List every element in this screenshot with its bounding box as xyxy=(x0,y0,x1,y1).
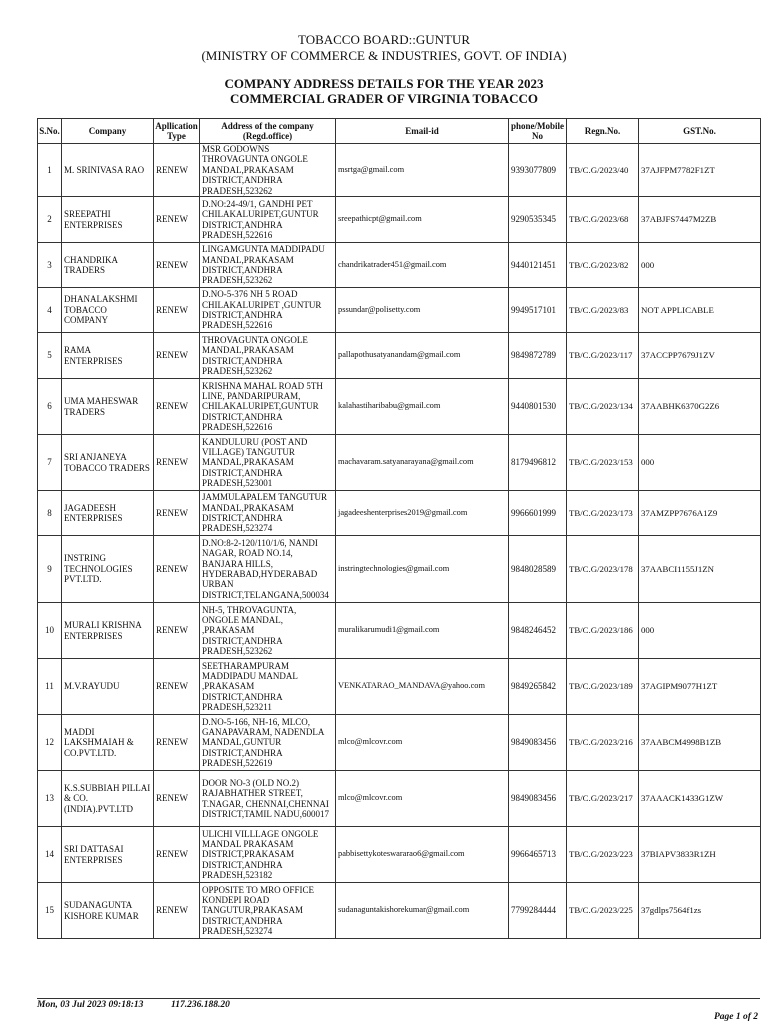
col-header-address: Address of the company (Regd.office) xyxy=(200,119,336,144)
cell-sno: 12 xyxy=(38,715,62,771)
table-row xyxy=(38,435,761,491)
cell-regn: TB/C.G/2023/173 xyxy=(567,491,639,536)
cell-company: MURALI KRISHNA ENTERPRISES xyxy=(62,603,154,659)
board-title: TOBACCO BOARD::GUNTUR xyxy=(297,32,471,47)
cell-regn: TB/C.G/2023/186 xyxy=(567,603,639,659)
cell-type: RENEW xyxy=(154,536,200,603)
cell-email: chandrikatrader451@gmail.com xyxy=(336,243,509,288)
cell-phone: 9440121451 xyxy=(509,243,567,288)
document-title: COMPANY ADDRESS DETAILS FOR THE YEAR 2023 xyxy=(224,76,544,91)
ip-address: 117.236.188.20 xyxy=(171,1000,230,1010)
cell-company: JAGADEESH ENTERPRISES xyxy=(62,491,154,536)
cell-address: KRISHNA MAHAL ROAD 5TH LINE, PANDARIPURAM, CHILAKALURIPET,GUNTUR DISTRICT,ANDHRA PRADESH,522616 xyxy=(200,379,336,435)
cell-email: VENKATARAO_MANDAVA@yahoo.com xyxy=(336,659,509,715)
cell-gst: 37ABJFS7447M2ZB xyxy=(639,197,761,243)
cell-gst: 37AJFPM7782F1ZT xyxy=(639,144,761,197)
cell-company: DHANALAKSHMI TOBACCO COMPANY xyxy=(62,288,154,333)
cell-address: MSR GODOWNS THROVAGUNTA ONGOLE MANDAL,PRAKASAM DISTRICT,ANDHRA PRADESH,523262 xyxy=(200,144,336,197)
cell-address: DOOR NO-3 (OLD NO.2) RAJABHATHER STREET, T.NAGAR, CHENNAI,CHENNAI DISTRICT,TAMIL NADU,600017 xyxy=(200,771,336,827)
cell-type: RENEW xyxy=(154,883,200,939)
cell-regn: TB/C.G/2023/225 xyxy=(567,883,639,939)
cell-type: RENEW xyxy=(154,771,200,827)
table-row xyxy=(38,197,761,243)
cell-email: jagadeeshenterprises2019@gmail.com xyxy=(336,491,509,536)
cell-company: MADDI LAKSHMAIAH & CO.PVT.LTD. xyxy=(62,715,154,771)
ministry-subtitle: (MINISTRY OF COMMERCE & INDUSTRIES, GOVT. OF INDIA) xyxy=(201,48,567,63)
col-header-sno: S.No. xyxy=(38,119,62,144)
cell-gst: 37AAACK1433G1ZW xyxy=(639,771,761,827)
cell-sno: 4 xyxy=(38,288,62,333)
cell-email: pallapothusatyanandam@gmail.com xyxy=(336,333,509,379)
cell-sno: 5 xyxy=(38,333,62,379)
cell-email: machavaram.satyanarayana@gmail.com xyxy=(336,435,509,491)
cell-gst: 37AABCM4998B1ZB xyxy=(639,715,761,771)
cell-regn: TB/C.G/2023/82 xyxy=(567,243,639,288)
cell-address: NH-5, THROVAGUNTA, ONGOLE MANDAL, ,PRAKASAM DISTRICT,ANDHRA PRADESH,523262 xyxy=(200,603,336,659)
cell-regn: TB/C.G/2023/216 xyxy=(567,715,639,771)
cell-sno: 7 xyxy=(38,435,62,491)
cell-phone: 9849083456 xyxy=(509,771,567,827)
cell-sno: 3 xyxy=(38,243,62,288)
cell-type: RENEW xyxy=(154,379,200,435)
cell-sno: 14 xyxy=(38,827,62,883)
table-row xyxy=(38,243,761,288)
cell-sno: 6 xyxy=(38,379,62,435)
cell-regn: TB/C.G/2023/83 xyxy=(567,288,639,333)
cell-type: RENEW xyxy=(154,491,200,536)
cell-regn: TB/C.G/2023/68 xyxy=(567,197,639,243)
cell-address: THROVAGUNTA ONGOLE MANDAL,PRAKASAM DISTRICT,ANDHRA PRADESH,523262 xyxy=(200,333,336,379)
cell-gst: NOT APPLICABLE xyxy=(639,288,761,333)
cell-company: K.S.SUBBIAH PILLAI & CO.(INDIA).PVT.LTD xyxy=(62,771,154,827)
cell-address: D.NO:24-49/1, GANDHI PET CHILAKALURIPET,GUNTUR DISTRICT,ANDHRA PRADESH,522616 xyxy=(200,197,336,243)
cell-sno: 15 xyxy=(38,883,62,939)
footer-divider xyxy=(37,998,760,999)
table-row xyxy=(38,771,761,827)
document-subtitle: COMMERCIAL GRADER OF VIRGINIA TOBACCO xyxy=(230,91,538,106)
cell-company: UMA MAHESWAR TRADERS xyxy=(62,379,154,435)
cell-company: SRI DATTASAI ENTERPRISES xyxy=(62,827,154,883)
cell-gst: 000 xyxy=(639,435,761,491)
cell-address: SEETHARAMPURAM MADDIPADU MANDAL ,PRAKASAM DISTRICT,ANDHRA PRADESH,523211 xyxy=(200,659,336,715)
cell-sno: 9 xyxy=(38,536,62,603)
table-row xyxy=(38,144,761,197)
cell-phone: 9966465713 xyxy=(509,827,567,883)
cell-email: instringtechnologies@gmail.com xyxy=(336,536,509,603)
col-header-company: Company xyxy=(62,119,154,144)
cell-email: msrtga@gmail.com xyxy=(336,144,509,197)
cell-address: KANDULURU (POST AND VILLAGE) TANGUTUR MANDAL,PRAKASAM DISTRICT,ANDHRA PRADESH,523001 xyxy=(200,435,336,491)
cell-phone: 9849872789 xyxy=(509,333,567,379)
cell-email: sudanaguntakishorekumar@gmail.com xyxy=(336,883,509,939)
cell-regn: TB/C.G/2023/134 xyxy=(567,379,639,435)
table-row xyxy=(38,883,761,939)
cell-company: SUDANAGUNTA KISHORE KUMAR xyxy=(62,883,154,939)
cell-regn: TB/C.G/2023/217 xyxy=(567,771,639,827)
cell-address: JAMMULAPALEM TANGUTUR MANDAL,PRAKASAM DISTRICT,ANDHRA PRADESH,523274 xyxy=(200,491,336,536)
cell-phone: 9290535345 xyxy=(509,197,567,243)
cell-address: D.NO-5-376 NH 5 ROAD CHILAKALURIPET ,GUNTUR DISTRICT,ANDHRA PRADESH,522616 xyxy=(200,288,336,333)
cell-regn: TB/C.G/2023/40 xyxy=(567,144,639,197)
cell-gst: 37BIAPV3833R1ZH xyxy=(639,827,761,883)
cell-sno: 2 xyxy=(38,197,62,243)
cell-phone: 9849083456 xyxy=(509,715,567,771)
cell-company: M.V.RAYUDU xyxy=(62,659,154,715)
cell-company: CHANDRIKA TRADERS xyxy=(62,243,154,288)
col-header-phone: phone/Mobile No xyxy=(509,119,567,144)
cell-type: RENEW xyxy=(154,603,200,659)
cell-gst: 37gdlps7564f1zs xyxy=(639,883,761,939)
cell-type: RENEW xyxy=(154,144,200,197)
cell-company: RAMA ENTERPRISES xyxy=(62,333,154,379)
cell-phone: 8179496812 xyxy=(509,435,567,491)
cell-regn: TB/C.G/2023/178 xyxy=(567,536,639,603)
col-header-email: Email-id xyxy=(336,119,509,144)
table-row xyxy=(38,659,761,715)
cell-address: LINGAMGUNTA MADDIPADU MANDAL,PRAKASAM DISTRICT,ANDHRA PRADESH,523262 xyxy=(200,243,336,288)
cell-gst: 000 xyxy=(639,603,761,659)
cell-email: pssundar@polisetty.com xyxy=(336,288,509,333)
cell-company: M. SRINIVASA RAO xyxy=(62,144,154,197)
cell-sno: 1 xyxy=(38,144,62,197)
cell-gst: 37AMZPP7676A1Z9 xyxy=(639,491,761,536)
cell-regn: TB/C.G/2023/189 xyxy=(567,659,639,715)
cell-email: mlco@mlcovr.com xyxy=(336,771,509,827)
table-header-row xyxy=(38,119,761,144)
print-timestamp: Mon, 03 Jul 2023 09:18:13 xyxy=(37,1000,144,1010)
cell-gst: 37AGIPM9077H1ZT xyxy=(639,659,761,715)
cell-phone: 9848246452 xyxy=(509,603,567,659)
cell-phone: 9848028589 xyxy=(509,536,567,603)
cell-address: OPPOSITE TO MRO OFFICE KONDEPI ROAD TANGUTUR,PRAKASAM DISTRICT,ANDHRA PRADESH,523274 xyxy=(200,883,336,939)
cell-gst: 37AABHK6370G2Z6 xyxy=(639,379,761,435)
cell-email: mlco@mlcovr.com xyxy=(336,715,509,771)
table-row xyxy=(38,715,761,771)
cell-company: INSTRING TECHNOLOGIES PVT.LTD. xyxy=(62,536,154,603)
cell-type: RENEW xyxy=(154,197,200,243)
cell-gst: 000 xyxy=(639,243,761,288)
col-header-type: Apllication Type xyxy=(154,119,200,144)
cell-address: D.NO:8-2-120/110/1/6, NANDI NAGAR, ROAD NO.14, BANJARA HILLS, HYDERABAD,HYDERABAD URBAN DISTRICT,TELANGANA,500034 xyxy=(200,536,336,603)
cell-address: ULICHI VILLLAGE ONGOLE MANDAL PRAKASAM DISTRICT,PRAKASAM DISTRICT,ANDHRA PRADESH,523182 xyxy=(200,827,336,883)
cell-type: RENEW xyxy=(154,288,200,333)
cell-type: RENEW xyxy=(154,827,200,883)
cell-type: RENEW xyxy=(154,659,200,715)
cell-phone: 9849265842 xyxy=(509,659,567,715)
cell-sno: 13 xyxy=(38,771,62,827)
cell-regn: TB/C.G/2023/153 xyxy=(567,435,639,491)
table-row xyxy=(38,827,761,883)
cell-gst: 37AABCI1155J1ZN xyxy=(639,536,761,603)
cell-company: SRI ANJANEYA TOBACCO TRADERS xyxy=(62,435,154,491)
cell-type: RENEW xyxy=(154,243,200,288)
cell-gst: 37ACCPP7679J1ZV xyxy=(639,333,761,379)
table-row xyxy=(38,333,761,379)
table-row xyxy=(38,536,761,603)
table-row xyxy=(38,288,761,333)
cell-phone: 9966601999 xyxy=(509,491,567,536)
cell-email: kalahastiharibabu@gmail.com xyxy=(336,379,509,435)
cell-phone: 7799284444 xyxy=(509,883,567,939)
cell-type: RENEW xyxy=(154,333,200,379)
cell-address: D.NO-5-166, NH-16, MLCO, GANAPAVARAM, NADENDLA MANDAL,GUNTUR DISTRICT,ANDHRA PRADESH,522619 xyxy=(200,715,336,771)
cell-phone: 9440801530 xyxy=(509,379,567,435)
company-address-table xyxy=(37,118,761,939)
table-row xyxy=(38,491,761,536)
cell-email: sreepathicpt@gmail.com xyxy=(336,197,509,243)
cell-phone: 9393077809 xyxy=(509,144,567,197)
col-header-gst: GST.No. xyxy=(639,119,761,144)
page-number: Page 1 of 2 xyxy=(713,1012,758,1022)
cell-type: RENEW xyxy=(154,435,200,491)
table-row xyxy=(38,603,761,659)
col-header-regn: Regn.No. xyxy=(567,119,639,144)
cell-company: SREEPATHI ENTERPRISES xyxy=(62,197,154,243)
cell-type: RENEW xyxy=(154,715,200,771)
cell-email: muralikarumudi1@gmail.com xyxy=(336,603,509,659)
cell-sno: 11 xyxy=(38,659,62,715)
cell-email: pabbisettykoteswararao6@gmail.com xyxy=(336,827,509,883)
cell-sno: 8 xyxy=(38,491,62,536)
cell-regn: TB/C.G/2023/117 xyxy=(567,333,639,379)
cell-regn: TB/C.G/2023/223 xyxy=(567,827,639,883)
cell-phone: 9949517101 xyxy=(509,288,567,333)
table-row xyxy=(38,379,761,435)
cell-sno: 10 xyxy=(38,603,62,659)
